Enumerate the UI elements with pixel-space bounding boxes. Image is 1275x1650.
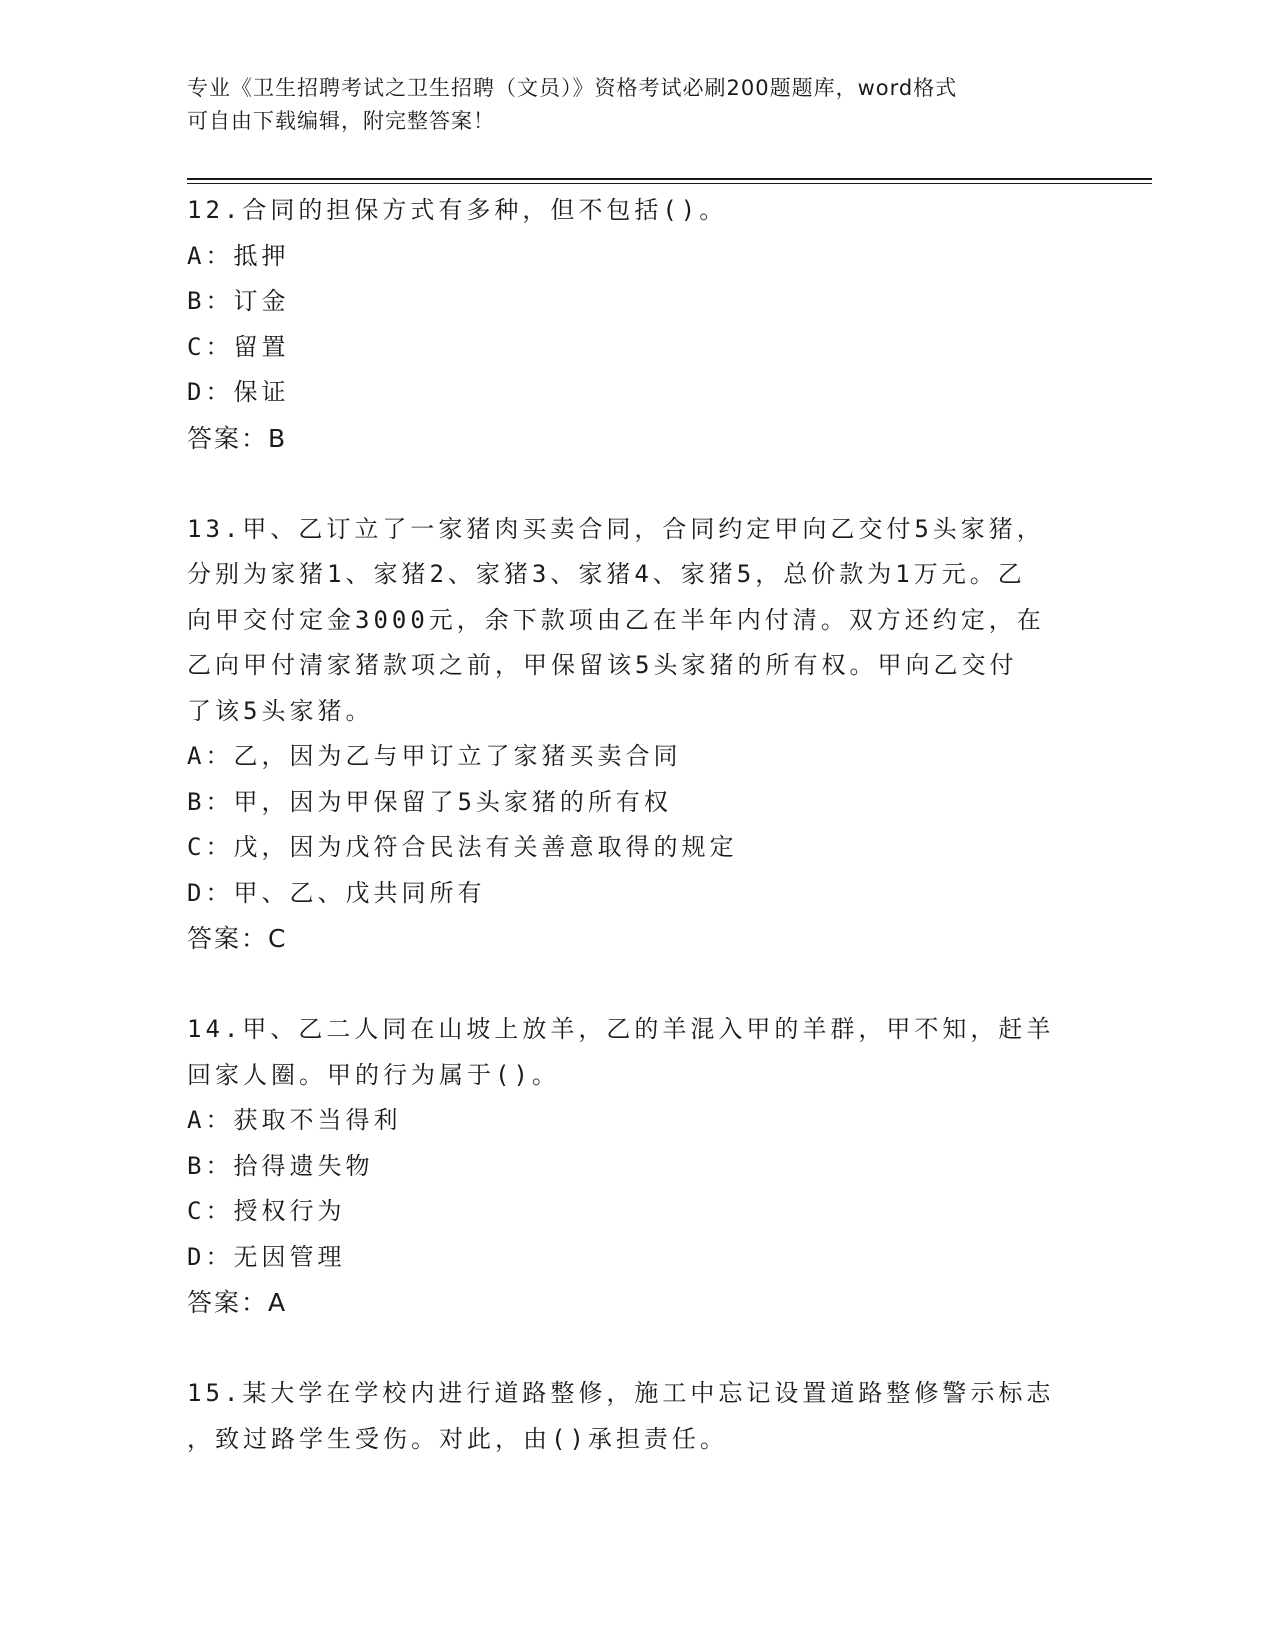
option-d: D：甲、乙、戊共同所有 [187,878,486,907]
spacer [187,461,1087,507]
option-b: B：订金 [187,287,290,315]
header-line-2: 可自由下载编辑，附完整答案！ [187,109,495,133]
question-text-line: 13.甲、乙订立了一家猪肉买卖合同，合同约定甲向乙交付5头家猪， [187,514,1045,543]
option-c: C：戊，因为戊符合民法有关善意取得的规定 [187,833,738,861]
option-a: A：抵押 [187,241,290,270]
option-b: B：甲，因为甲保留了5头家猪的所有权 [187,787,672,816]
option-d: D：保证 [187,378,290,406]
question-text-line: ，致过路学生受伤。对此，由()承担责任。 [187,1424,728,1453]
question-12 [187,188,1087,461]
header-line-1: 专业《卫生招聘考试之卫生招聘（文员）》资格考试必刷200题题库，word格式 [187,76,958,100]
question-14 [187,1007,1087,1326]
question-text-line: 回家人圈。甲的行为属于()。 [187,1060,560,1089]
question-text-line: 乙向甲付清家猪款项之前，甲保留该5头家猪的所有权。甲向乙交付 [187,651,1018,679]
option-a: A：乙，因为乙与甲订立了家猪买卖合同 [187,742,682,770]
question-text-line: 了该5头家猪。 [187,696,374,725]
question-text-line: 12.合同的担保方式有多种，但不包括()。 [187,196,728,224]
header-divider-thick [187,178,1152,180]
answer-line: 答案：C [187,924,288,953]
question-15 [187,1371,1087,1462]
question-text-line: 分别为家猪1、家猪2、家猪3、家猪4、家猪5，总价款为1万元。乙 [187,560,1026,588]
question-list [187,188,1087,1462]
spacer [187,1326,1087,1372]
spacer [187,962,1087,1008]
question-13 [187,507,1087,962]
option-b: B：拾得遗失物 [187,1151,374,1180]
option-c: C：留置 [187,332,290,361]
question-text-line: 向甲交付定金3000元，余下款项由乙在半年内付清。双方还约定，在 [187,605,1045,634]
header-divider-thin [187,183,1152,184]
document-header [187,72,1087,138]
answer-line: 答案：A [187,1288,288,1317]
option-d: D：无因管理 [187,1242,346,1271]
question-text-line: 14.甲、乙二人同在山坡上放羊，乙的羊混入甲的羊群，甲不知，赶羊 [187,1015,1055,1043]
answer-line: 答案：B [187,423,288,453]
option-c: C：授权行为 [187,1197,346,1225]
question-text-line: 15.某大学在学校内进行道路整修，施工中忘记设置道路整修警示标志 [187,1379,1055,1407]
option-a: A：获取不当得利 [187,1106,402,1134]
